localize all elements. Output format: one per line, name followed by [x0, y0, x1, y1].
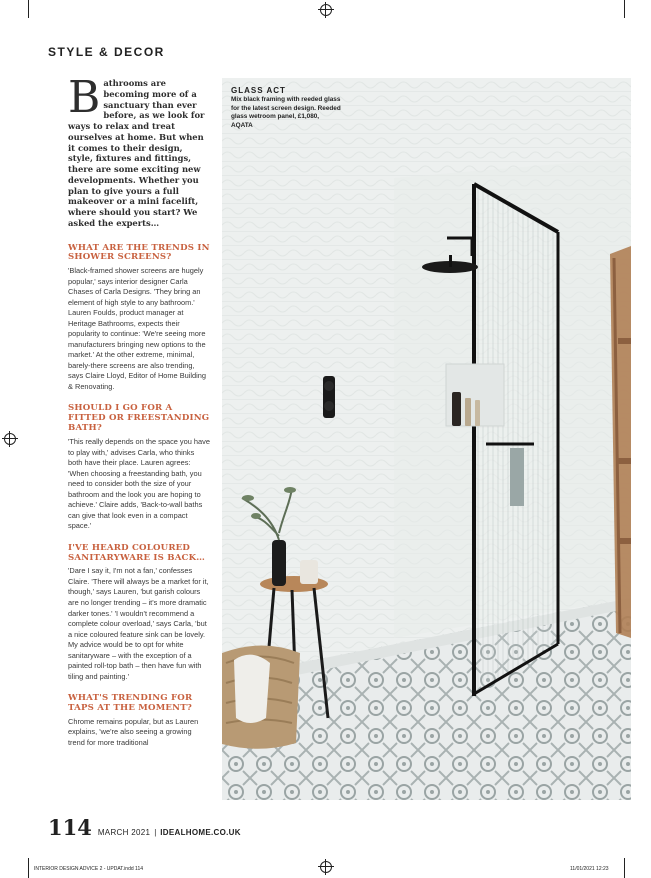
- qa-answer: Chrome remains popular, but as Lauren explains, 'we're also seeing a growing trend for more traditional: [68, 716, 199, 747]
- qa-question: WHAT ARE THE TRENDS IN SHOWER SCREENS?: [68, 242, 210, 263]
- section-label: STYLE & DECOR: [48, 45, 165, 59]
- qa-block: [68, 244, 210, 393]
- print-slug-file: INTERIOR DESIGN ADVICE 2 - UPDAT.indd 114: [34, 866, 144, 872]
- issue-date: MARCH 2021: [97, 828, 151, 837]
- intro-text: athrooms are becoming more of a sanctuary than ever before, as we look for ways to relax and treat ourselves at home. But when it comes to their design, style, fixtures and fittings, there are some exciting new developments. Whether you plan to give yours a full makeover or a mini facelift, where should you start? We asked the experts…: [68, 78, 205, 228]
- crop-mark: [28, 858, 29, 878]
- registration-mark-icon: [320, 4, 332, 16]
- qa-answer: 'Dare I say it, I'm not a fan,' confesses Claire. 'There will always be a market for it, though,' says Lauren, 'but garish colours are no longer trending – it's more dramatic darker tones.' 'I wouldn't recommend a complete colour overload,' says Carla, 'but a nice coloured feature sink can be lovely. My advice would be to opt for white sanitaryware – with the exception of a painted roll-top bath – then have fun with tiling and painting.': [68, 566, 209, 681]
- bathroom-illustration: [222, 78, 631, 800]
- qa-answer: 'Black-framed shower screens are hugely popular,' says interior designer Carla Chases of Carla Designs. 'They bring an element of high style to any bathroom.' Lauren Foulds, product manager at Heritage Bathrooms, expects their popularity to continue: 'We're seeing more manufacturers bringing new options to the market.' At the other extreme, minimal, barely-there screens are also trending, says Claire Lloyd, Editor of Home Building & Renovating.: [68, 266, 207, 391]
- article-column: [68, 72, 210, 760]
- caption-title: GLASS ACT: [231, 86, 286, 95]
- dropcap: B: [68, 72, 101, 123]
- caption-text: Mix black framing with reeded glass for the latest screen design. Reeded glass wetroom panel, £1,080, AQATA: [231, 96, 341, 129]
- crop-mark: [28, 0, 29, 18]
- qa-block: [68, 694, 210, 748]
- footer-separator: |: [154, 828, 157, 837]
- qa-question: I'VE HEARD COLOURED SANITARYWARE IS BACK…: [68, 542, 206, 563]
- bathroom-photo: [222, 78, 631, 800]
- registration-mark-icon: [320, 861, 332, 873]
- qa-answer: 'This really depends on the space you have to play with,' advises Carla, who thinks both have their place. Lauren agrees: 'When choosing a freestanding bath, you need to consider both the size of your bathroom and the look you are hoping to achieve.' Claire adds, 'Back-to-wall baths can give that look even in a compact space.': [68, 437, 210, 531]
- qa-question: SHOULD I GO FOR A FITTED OR FREESTANDING BATH?: [68, 403, 210, 434]
- page-number: 114: [48, 815, 92, 840]
- photo-caption: [231, 86, 341, 131]
- intro-paragraph: [68, 72, 210, 229]
- crop-mark: [624, 0, 625, 18]
- qa-block: [68, 544, 210, 682]
- qa-block: [68, 404, 210, 531]
- page-footer: [48, 815, 241, 840]
- crop-mark: [624, 858, 625, 878]
- website-link[interactable]: IDEALHOME.CO.UK: [160, 828, 241, 837]
- print-slug-timestamp: 11/01/2021 12:23: [570, 866, 609, 872]
- registration-mark-icon: [4, 433, 16, 445]
- qa-question: WHAT'S TRENDING FOR TAPS AT THE MOMENT?: [68, 693, 193, 713]
